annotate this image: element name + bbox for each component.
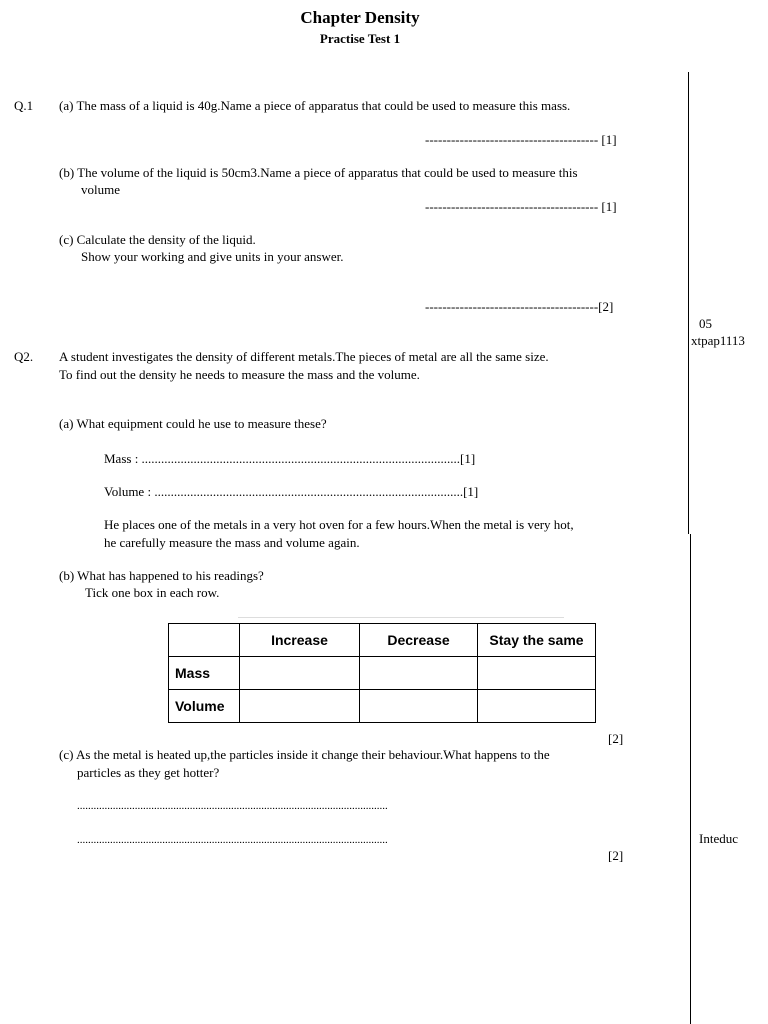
q1-number: Q.1	[14, 98, 34, 113]
q1c-text-line1: (c) Calculate the density of the liquid.	[59, 232, 256, 247]
q2c-marks: [2]	[608, 848, 624, 863]
q2c-answer-dots-2: .................................................................................................................	[77, 834, 388, 846]
header-stay-the-same: Stay the same	[478, 624, 596, 657]
page-subtitle: Practise Test 1	[319, 31, 401, 46]
q1b-text-line1: (b) The volume of the liquid is 50cm3.Name a piece of apparatus that could be used to measure this	[59, 165, 578, 180]
row-label-mass: Mass	[169, 657, 240, 690]
row-label-volume: Volume	[169, 690, 240, 723]
margin-divider	[688, 72, 689, 534]
q2-oven-line1: He places one of the metals in a very hot oven for a few hours.When the metal is very hot,	[104, 517, 574, 532]
q2-oven-line2: he carefully measure the mass and volume again.	[104, 535, 360, 550]
q1a-answer-line: ---------------------------------------- [1]	[425, 132, 617, 147]
tick-box-volume-stay[interactable]	[478, 690, 596, 723]
tick-box-mass-increase[interactable]	[240, 657, 360, 690]
margin-divider-lower	[690, 534, 691, 1024]
q1c-text-line2: Show your working and give units in your answer.	[81, 249, 344, 264]
q2b-marks: [2]	[608, 731, 624, 746]
q1c-answer-line: ----------------------------------------[2]	[425, 299, 614, 314]
header-increase: Increase	[240, 624, 360, 657]
readings-table	[168, 623, 596, 723]
page-title: Chapter Density	[300, 8, 420, 27]
q2c-text-line2: particles as they get hotter?	[77, 765, 220, 780]
q2b-text-line1: (b) What has happened to his readings?	[59, 568, 264, 583]
q2-number: Q2.	[14, 349, 34, 364]
tick-box-volume-increase[interactable]	[240, 690, 360, 723]
margin-note-code: 05	[699, 316, 712, 331]
tick-box-mass-decrease[interactable]	[360, 657, 478, 690]
tick-box-volume-decrease[interactable]	[360, 690, 478, 723]
table-corner-cell	[169, 624, 240, 657]
tick-box-mass-stay[interactable]	[478, 657, 596, 690]
q2-intro-line2: To find out the density he needs to measure the mass and the volume.	[59, 367, 420, 382]
margin-note-inteduc: Inteduc	[699, 831, 738, 846]
header-decrease: Decrease	[360, 624, 478, 657]
table-header-row	[169, 624, 596, 657]
q2c-text-line1: (c) As the metal is heated up,the particles inside it change their behaviour.What happens to the	[59, 747, 550, 762]
q2a-volume-line: Volume : ...............................................................................................[1]	[104, 484, 479, 499]
q1b-answer-line: ---------------------------------------- [1]	[425, 199, 617, 214]
table-top-shadow	[238, 617, 564, 618]
table-row	[169, 657, 596, 690]
q2a-mass-line: Mass : ..................................................................................................[1]	[104, 451, 476, 466]
q2b-text-line2: Tick one box in each row.	[85, 585, 220, 600]
q1b-text-line2: volume	[81, 182, 120, 197]
q2-intro-line1: A student investigates the density of different metals.The pieces of metal are all the same size.	[59, 349, 549, 364]
margin-note-ref: xtpap1113	[691, 333, 745, 348]
q2a-text: (a) What equipment could he use to measure these?	[59, 416, 327, 431]
table-row	[169, 690, 596, 723]
q1a-text: (a) The mass of a liquid is 40g.Name a piece of apparatus that could be used to measure this mass.	[59, 98, 571, 113]
q2c-answer-dots-1: .................................................................................................................	[77, 800, 388, 812]
